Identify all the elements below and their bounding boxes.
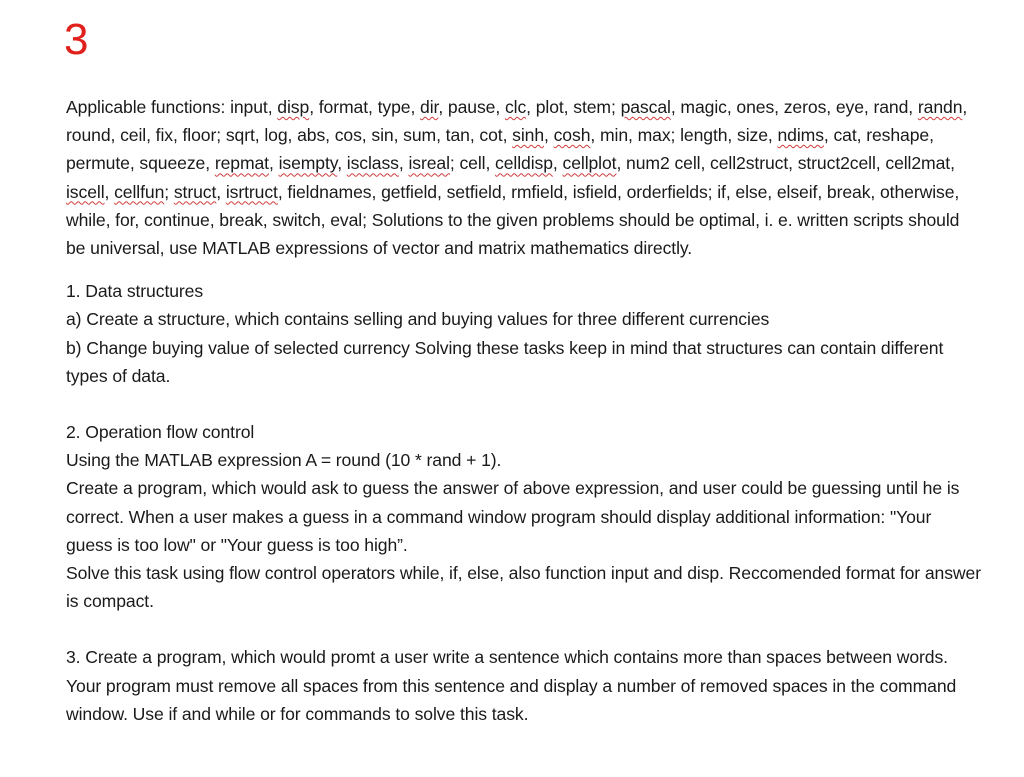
task2-description: Create a program, which would ask to guess the answer of above expression, and user could be guessing until he is correct. When a user makes a guess in a command window program should display additional information: "Your guess is too low" or "Your guess is too high”. — [66, 478, 960, 555]
page-number: 3 — [64, 15, 89, 64]
task2-expression: Using the MATLAB expression A = round (10 * rand + 1). — [66, 450, 502, 471]
task2-solve-instructions: Solve this task using flow control operators while, if, else, also function input and disp. Reccomended format for answer is compact. — [66, 563, 981, 612]
task3-text: 3. Create a program, which would promt a user write a sentence which contains more than spaces between words. Your program must remove all spaces from this sentence and display a number of removed spaces in the command window. Use if and while or for commands to solve this task. — [66, 647, 957, 724]
task2-title: 2. Operation flow control — [66, 422, 255, 443]
document-body — [66, 93, 981, 728]
task1-title: 1. Data structures — [66, 281, 204, 302]
task1-part-b: b) Change buying value of selected currency Solving these tasks keep in mind that structures can contain different types of data. — [66, 337, 944, 386]
task1-part-a: a) Create a structure, which contains selling and buying values for three different currencies — [66, 309, 770, 330]
applicable-functions-paragraph: Applicable functions: input, disp, format, type, dir, pause, clc, plot, stem; pascal, magic, ones, zeros, eye, rand, randn, round, ceil, fix, floor; sqrt, log, abs, cos, sin, sum, tan, cot, sinh, cosh, min, max; length, size, ndims, cat, reshape, permute, squeeze, repmat, isempty, isclass, isreal; cell, celldisp, cellplot, num2 cell, cell2struct, struct2cell, cell2mat, iscell, cellfun; struct, isrtruct, fieldnames, getfield, setfield, rmfield, isfield, orderfields; if, else, elseif, break, otherwise, while, for, continue, break, switch, eval; Solutions to the given problems should be optimal, i. e. written scripts should be universal, use MATLAB expressions of vector and matrix mathematics directly. — [66, 97, 968, 259]
